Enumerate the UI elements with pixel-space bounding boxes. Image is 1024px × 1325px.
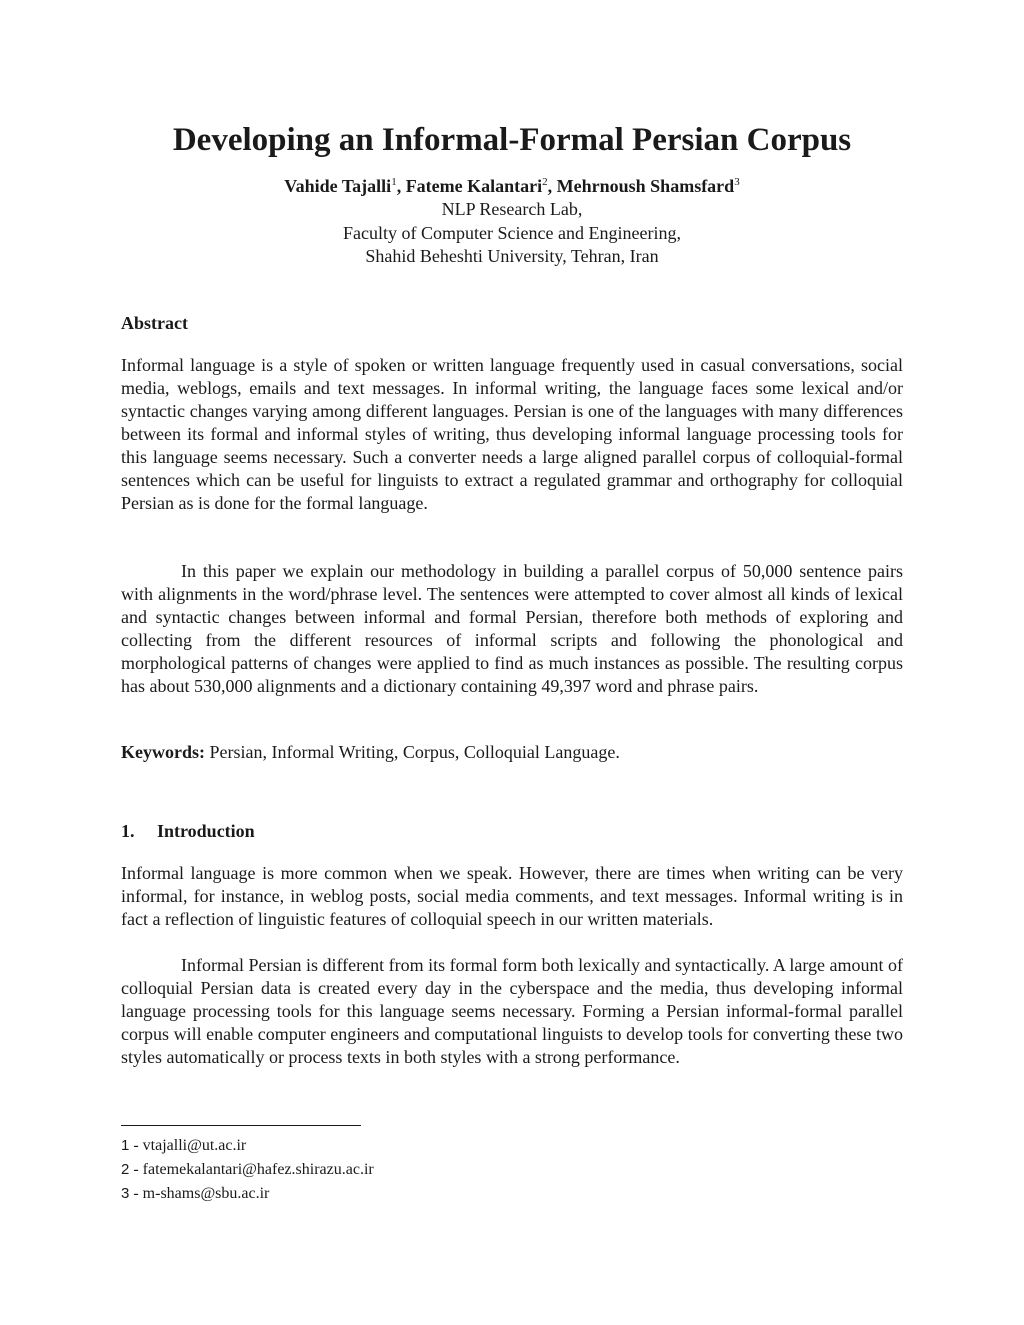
keywords-line (121, 741, 903, 764)
footnote-email: - vtajalli@ut.ac.ir (129, 1137, 247, 1154)
author-separator: , (396, 176, 406, 196)
author-list (0, 174, 1024, 198)
footnote-number: 1 (121, 1137, 130, 1154)
keywords-label: Keywords: (121, 742, 205, 762)
author-separator: , (547, 176, 557, 196)
introduction-paragraph-1: Informal language is more common when we speak. However, there are times when writing can be very informal, for instance, in weblog posts, social media comments, and text messages. Informal writing is in fact a reflection of linguistic features of colloquial speech in our written materials. (121, 863, 903, 929)
author-name: Fateme Kalantari (405, 176, 543, 196)
footnote-divider (121, 1125, 361, 1126)
footnote (121, 1135, 246, 1157)
section-title: Introduction (157, 821, 255, 841)
author-name: Vahide Tajalli (284, 176, 392, 196)
abstract-paragraph-1: Informal language is a style of spoken or written language frequently used in casual conversations, social media, weblogs, emails and text messages. In informal writing, the language faces some lexical and/or syntactic changes varying among different languages. Persian is one of the languages with many differences between its formal and informal styles of writing, thus developing informal language processing tools for this language seems necessary. Such a converter needs a large aligned parallel corpus of colloquial-formal sentences which can be useful for linguists to extract a regulated grammar and orthography for colloquial Persian as is done for the formal language. (121, 355, 903, 513)
affiliation-line: Faculty of Computer Science and Engineering, (343, 223, 681, 243)
footnote-number: 2 (121, 1161, 130, 1178)
footnote (121, 1159, 374, 1181)
introduction-paragraph-2: Informal Persian is different from its formal form both lexically and syntactically. A large amount of colloquial Persian data is created every day in the cyberspace and the media, thus developing informal language processing tools for this language seems necessary. Forming a Persian informal-formal parallel corpus will enable computer engineers and computational linguists to develop tools for converting these two styles automatically or process texts in both styles with a strong performance. (121, 955, 903, 1067)
footnote-number: 3 (121, 1185, 130, 1202)
author-footnote-mark: 2 (542, 176, 548, 188)
section-number: 1. (121, 821, 135, 841)
affiliation-line: NLP Research Lab, (441, 199, 583, 219)
footnote-email: - m-shams@sbu.ac.ir (129, 1185, 270, 1202)
keywords-text: Persian, Informal Writing, Corpus, Colloquial Language. (205, 742, 620, 762)
abstract-paragraph-2: In this paper we explain our methodology in building a parallel corpus of 50,000 sentence pairs with alignments in the word/phrase level. The sentences were attempted to cover almost all kinds of lexical and syntactic changes between informal and formal Persian, therefore both methods of exploring and collecting from the different resources of informal scripts and following the phonological and morphological patterns of changes were applied to find as much instances as possible. The resulting corpus has about 530,000 alignments and a dictionary containing 49,397 word and phrase pairs. (121, 561, 903, 696)
section-heading-introduction (121, 819, 255, 843)
author-name: Mehrnoush Shamsfard (556, 176, 735, 196)
abstract-heading: Abstract (121, 313, 188, 333)
author-footnote-mark: 3 (734, 176, 740, 188)
footnote (121, 1183, 269, 1205)
author-footnote-mark: 1 (391, 176, 397, 188)
footnote-email: - fatemekalantari@hafez.shirazu.ac.ir (129, 1161, 374, 1178)
paper-title: Developing an Informal-Formal Persian Corpus (172, 122, 852, 158)
affiliation-line: Shahid Beheshti University, Tehran, Iran (365, 246, 659, 266)
